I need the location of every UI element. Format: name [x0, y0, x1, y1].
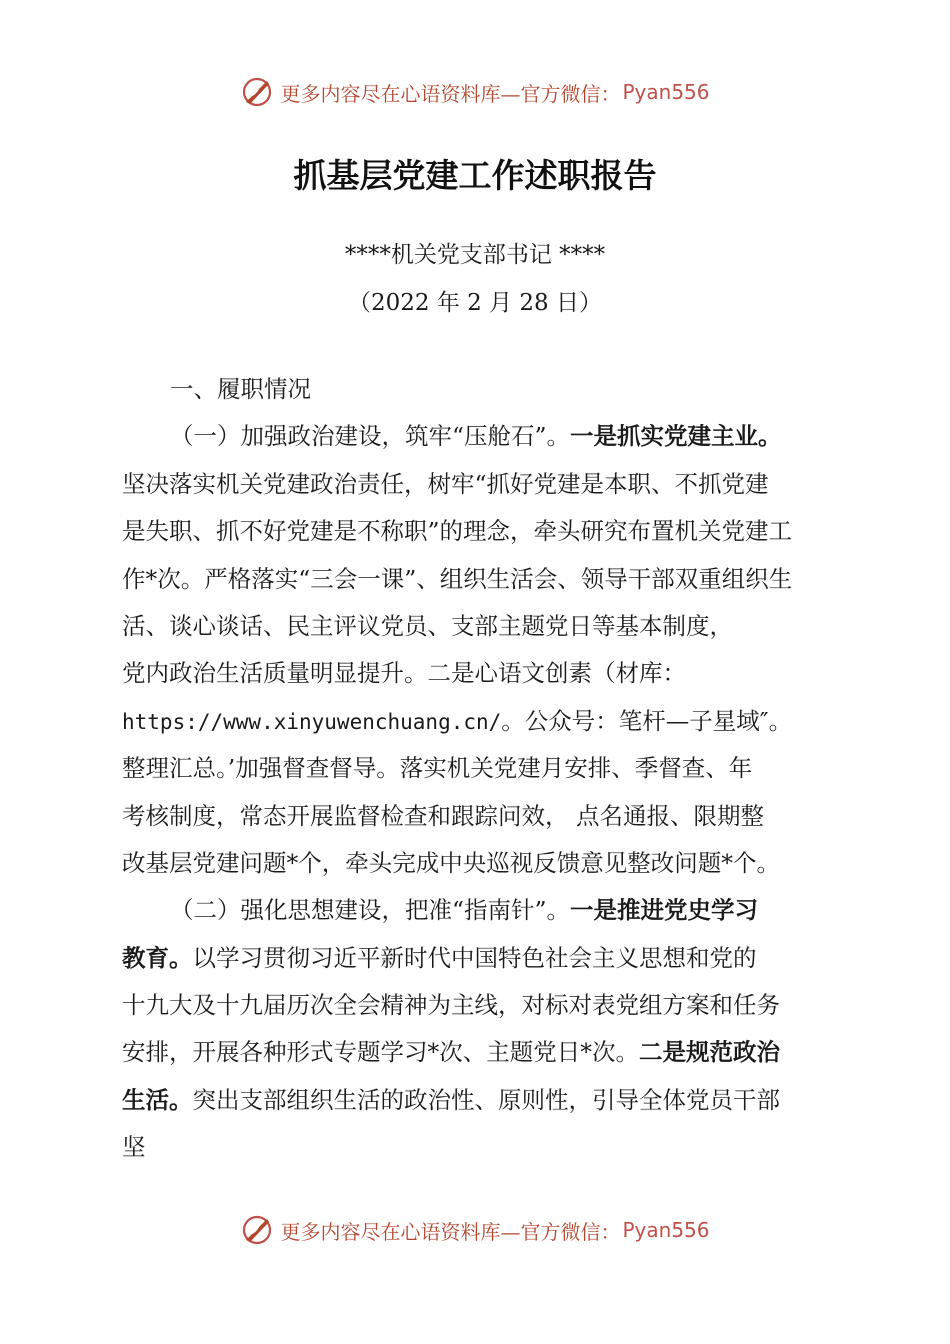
paragraph-line: 坚决落实机关党建政治责任，树牢“抓好党建是本职、不抓党建 [122, 469, 769, 498]
paragraph-line: 改基层党建问题*个，牵头完成中央巡视反馈意见整改问题*个。 [122, 848, 780, 877]
banner-separator: —官方微信： [500, 1219, 621, 1244]
bold-lead: 一是推进党史学习 [570, 896, 759, 925]
document-body [122, 366, 844, 1172]
paragraph-line: https://www.xinyuwenchuang.cn/。公众号：笔杆—子星域″。 [122, 706, 793, 735]
banner-text: 更多内容尽在心语资料库 [280, 81, 501, 106]
banner-separator: —官方微信： [500, 81, 621, 106]
banner-text: 更多内容尽在心语资料库 [280, 1219, 501, 1244]
paragraph-line: 党内政治生活质量明显提升。二是心语文创素（材库： [122, 659, 686, 688]
footer-banner [0, 1210, 950, 1250]
subsection-heading: （一）加强政治建设，筑牢“压舱石”。 [170, 422, 571, 451]
bold-lead: 教育。 [122, 943, 193, 972]
paragraph-line [122, 887, 844, 934]
website-url: https://www.xinyuwenchuang.cn/ [122, 709, 502, 734]
document-date: （2022 年 2 月 28 日） [348, 290, 602, 316]
paragraph-line: 生活。突出支部组织生活的政治性、原则性，引导全体党员干部 [122, 1085, 780, 1114]
paragraph-line: 考核制度，常态开展监督检查和跟踪问效， 点名通报、限期整 [122, 801, 764, 830]
paragraph-line: 安排，开展各种形式专题学习*次、主题党日*次。二是规范政治 [122, 1038, 780, 1067]
quill-seal-icon [240, 75, 274, 109]
banner-handle: Pyan556 [622, 1218, 710, 1242]
paragraph-line: 十九大及十九届历次全会精神为主线，对标对表党组方案和任务 [122, 991, 780, 1020]
banner-handle: Pyan556 [622, 80, 710, 104]
bold-lead: 生活。 [122, 1085, 193, 1114]
paragraph-line: 是失职、抓不好党建是不称职”的理念，牵头研究布置机关党建工 [122, 517, 793, 546]
paragraph-line: 作*次。严格落实“三会一课”、组织生活会、领导干部双重组织生 [122, 564, 793, 593]
section-heading: 一、履职情况 [170, 375, 311, 403]
quill-seal-icon [240, 1213, 274, 1247]
bold-lead: 一是抓实党建主业。 [570, 422, 782, 451]
paragraph-line: 活、谈心谈话、民主评议党员、支部主题党日等基本制度， [122, 611, 733, 640]
paragraph-line: 教育。以学习贯彻习近平新时代中国特色社会主义思想和党的 [122, 943, 757, 972]
header-banner [0, 72, 950, 112]
paragraph-line: 整理汇总。’加强督查督导。落实机关党建月安排、季督查、年 [122, 754, 753, 783]
bold-lead: 二是规范政治 [639, 1038, 780, 1067]
paragraph-line: 坚 [122, 1133, 146, 1162]
paragraph-line [122, 413, 844, 460]
document-title: 抓基层党建工作述职报告 [293, 156, 657, 195]
subsection-heading: （二）强化思想建设，把准“指南针”。 [170, 896, 571, 925]
document-author: ****机关党支部书记 **** [344, 242, 606, 268]
